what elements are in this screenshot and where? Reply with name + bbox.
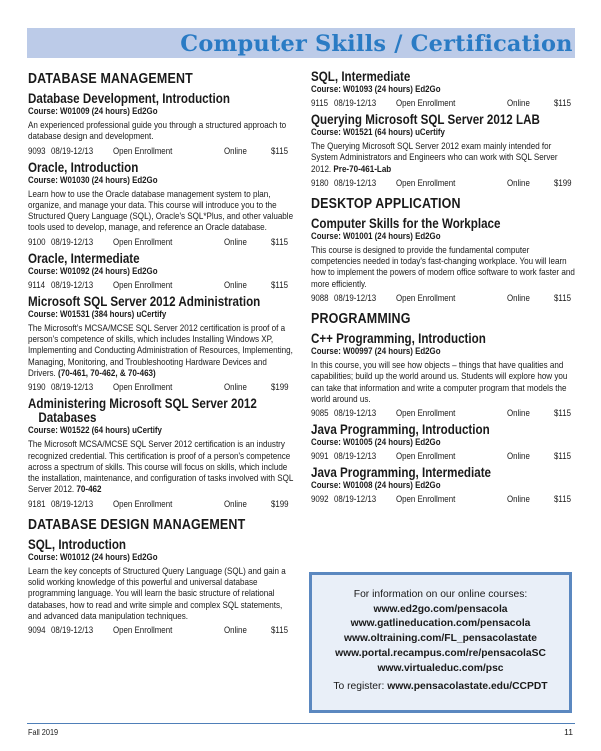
course-dates: 08/19-12/13 [334, 98, 377, 108]
course-price: $115 [554, 408, 571, 419]
course-dates: 08/19-12/13 [51, 279, 94, 290]
course-section-id: 9180 [311, 177, 329, 188]
course-description-text: The Microsoft's MCSA/MCSE SQL Server 2012 certification is proof of a person's competence of skills, which includes Installing Windows XP, Implementing and Conducting Administration of Resources, Implementing, Managing, Monitoring, and Troubleshooting Hardware Devices and Drivers. [28, 321, 293, 378]
footer-divider [27, 723, 575, 724]
course-mode: Online [224, 382, 247, 393]
info-url-link[interactable]: www.virtualeduc.com/psc [377, 662, 504, 674]
course-title: Java Programming, Introduction [311, 422, 490, 438]
course-schedule-row [28, 279, 294, 291]
info-url-link[interactable]: www.portal.recampus.com/re/pensacolaSC [335, 647, 546, 659]
section-title: DATABASE DESIGN MANAGEMENT [28, 516, 246, 533]
course-exam-codes: 70-462 [76, 483, 102, 495]
course-info: Course: W00997 (24 hours) Ed2Go [311, 346, 441, 357]
course-title: Microsoft SQL Server 2012 Administration [28, 293, 261, 309]
section-title: PROGRAMMING [311, 311, 411, 328]
course-mode: Online [224, 145, 247, 156]
course-price: $115 [271, 236, 288, 247]
course-exam-codes: (70-461, 70-462, & 70-463) [58, 366, 156, 378]
course-description [28, 119, 294, 142]
course-mode: Online [224, 625, 247, 636]
right-column [311, 70, 577, 509]
course-mode: Online [507, 451, 530, 462]
register-line [312, 680, 569, 695]
left-column [28, 70, 294, 640]
course-entry [311, 217, 577, 304]
course-section-id: 9114 [28, 279, 45, 290]
course-entry [311, 113, 577, 189]
course-section-id: 9100 [28, 236, 46, 247]
course-mode: Online [507, 494, 530, 505]
course-info: Course: W01093 (24 hours) Ed2Go [311, 84, 441, 94]
course-entry [311, 332, 577, 419]
register-url-link[interactable]: www.pensacolastate.edu/CCPDT [387, 681, 548, 693]
course-title: Oracle, Intermediate [28, 250, 140, 266]
course-price: $115 [554, 494, 571, 505]
course-dates: 08/19-12/13 [334, 494, 377, 505]
course-description [311, 140, 577, 174]
course-description [28, 322, 294, 378]
info-intro: For information on our online courses: [353, 589, 528, 600]
course-entry [28, 397, 294, 509]
course-description-text: In this course, you will see how objects – things that have qualities and capabilities; build up the world around us. Students will explore how you can take that information and write a computer program that models the world around us. [311, 359, 568, 404]
course-description [28, 565, 294, 621]
course-dates: 08/19-12/13 [51, 236, 94, 247]
course-info: Course: W01030 (24 hours) Ed2Go [28, 174, 158, 185]
course-mode: Online [224, 236, 247, 247]
course-enrollment: Open Enrollment [113, 382, 173, 393]
section-title: DATABASE MANAGEMENT [28, 71, 193, 87]
course-enrollment: Open Enrollment [113, 279, 173, 290]
course-enrollment: Open Enrollment [396, 177, 456, 188]
course-title: Computer Skills for the Workplace [311, 215, 501, 231]
course-section-id: 9115 [311, 98, 328, 108]
course-title: Administering Microsoft SQL Server 2012 [28, 396, 257, 412]
course-title: Java Programming, Intermediate [311, 465, 492, 481]
course-enrollment: Open Enrollment [113, 498, 173, 509]
course-info: Course: W01001 (24 hours) Ed2Go [311, 230, 441, 241]
course-description-text: An experienced professional guide you through a structured approach to database design and development. [28, 119, 287, 142]
course-dates: 08/19-12/13 [334, 451, 377, 462]
course-dates: 08/19-12/13 [334, 177, 377, 188]
course-dates: 08/19-12/13 [51, 382, 94, 393]
course-dates: 08/19-12/13 [51, 145, 94, 156]
course-mode: Online [507, 98, 530, 108]
course-info: Course: W01012 (24 hours) Ed2Go [28, 551, 158, 562]
course-price: $115 [271, 279, 288, 290]
register-label: To register: [333, 681, 388, 693]
course-description-text: Learn the key concepts of Structured Query Language (SQL) and gain a solid working knowledge of this powerful and universal database programming language. You will learn the basic structure of relational databases, how to read and write simple and complex SQL statements, and advanced data manipulation techniques. [28, 564, 286, 621]
course-enrollment: Open Enrollment [113, 236, 173, 247]
course-title: C++ Programming, Introduction [311, 331, 486, 347]
course-enrollment: Open Enrollment [396, 451, 456, 462]
course-entry [28, 538, 294, 636]
course-title-continued: Databases [38, 410, 97, 426]
course-info: Course: W01531 (384 hours) uCertify [28, 308, 167, 319]
course-schedule-row [28, 381, 294, 393]
course-schedule-row [311, 450, 577, 462]
course-mode: Online [507, 408, 530, 419]
course-section-id: 9088 [311, 293, 329, 304]
course-info: Course: W01008 (24 hours) Ed2Go [311, 480, 441, 491]
course-info: Course: W01009 (24 hours) Ed2Go [28, 106, 158, 116]
course-title: SQL, Intermediate [311, 69, 411, 84]
course-entry [28, 161, 294, 248]
course-info: Course: W01092 (24 hours) Ed2Go [28, 265, 158, 276]
header-banner [27, 28, 575, 58]
course-schedule-row [311, 292, 577, 304]
course-description-text: This course is designed to provide the fundamental computer competencies needed in today's fast-changing workplace. You will learn how to implement the powers of modern office software to work faster and more efficiently. [311, 243, 575, 289]
course-mode: Online [224, 498, 247, 509]
course-info: Course: W01522 (64 hours) uCertify [28, 425, 162, 436]
course-mode: Online [507, 293, 530, 304]
course-schedule-row [28, 498, 294, 510]
course-enrollment: Open Enrollment [396, 293, 456, 304]
course-price: $115 [271, 145, 288, 156]
course-enrollment: Open Enrollment [396, 408, 456, 419]
course-dates: 08/19-12/13 [51, 498, 94, 509]
info-url-link[interactable]: www.gatlineducation.com/pensacola [350, 618, 531, 630]
course-schedule-row [28, 236, 294, 248]
course-info: Course: W01521 (64 hours) uCertify [311, 127, 445, 137]
course-mode: Online [507, 177, 530, 188]
info-url-link[interactable]: www.oltraining.com/FL_pensacolastate [343, 633, 537, 645]
course-schedule-row [311, 177, 577, 189]
course-price: $199 [271, 498, 289, 509]
course-schedule-row [311, 97, 577, 109]
course-price: $115 [554, 293, 571, 304]
page-title: Computer Skills / Certification [180, 31, 573, 57]
course-price: $115 [554, 451, 571, 462]
course-enrollment: Open Enrollment [113, 625, 173, 636]
course-section-id: 9190 [28, 382, 46, 393]
course-title: Oracle, Introduction [28, 159, 139, 175]
course-price: $199 [271, 382, 289, 393]
page-number: 11 [564, 727, 573, 737]
course-price: $199 [554, 177, 572, 188]
info-url-link[interactable]: www.ed2go.com/pensacola [373, 603, 508, 615]
course-entry [311, 423, 577, 462]
course-description [28, 438, 294, 494]
course-section-id: 9092 [311, 494, 329, 505]
course-price: $115 [271, 625, 288, 636]
course-section-id: 9085 [311, 408, 329, 419]
course-title: Querying Microsoft SQL Server 2012 LAB [311, 112, 540, 127]
online-courses-info-box [309, 572, 572, 713]
course-description [28, 188, 294, 233]
course-info: Course: W01005 (24 hours) Ed2Go [311, 437, 441, 448]
course-dates: 08/19-12/13 [334, 408, 377, 419]
course-entry [311, 70, 577, 109]
course-section-id: 9094 [28, 625, 46, 636]
course-entry [28, 252, 294, 291]
course-entry [311, 466, 577, 505]
course-price: $115 [554, 98, 571, 108]
course-description-text: The Microsoft MCSA/MCSE SQL Server 2012 certification is an industry recognized credential. This certification is proof of a person's competence across a spectrum of skills. This course will focus on skills, which include the installation, maintenance, and configuration of tasks involved with SQL Server 2012. [28, 438, 294, 495]
course-dates: 08/19-12/13 [51, 625, 94, 636]
section-title: DESKTOP APPLICATION [311, 195, 461, 212]
course-schedule-row [311, 493, 577, 505]
course-title: SQL, Introduction [28, 536, 127, 552]
course-enrollment: Open Enrollment [113, 145, 173, 156]
course-section-id: 9093 [28, 145, 46, 156]
course-dates: 08/19-12/13 [334, 293, 377, 304]
course-schedule-row [28, 145, 294, 157]
course-entry [28, 295, 294, 393]
course-schedule-row [28, 624, 294, 636]
footer-season: Fall 2019 [28, 727, 59, 737]
course-mode: Online [224, 279, 247, 290]
course-title: Database Development, Introduction [28, 91, 230, 106]
course-entry [28, 92, 294, 157]
course-description [311, 359, 577, 404]
course-enrollment: Open Enrollment [396, 494, 456, 505]
course-section-id: 9091 [311, 451, 329, 462]
course-description-text: The Querying Microsoft SQL Server 2012 exam mainly intended for System Administrators and Engineers who can work with SQL Server 2012. [311, 140, 558, 174]
course-enrollment: Open Enrollment [396, 98, 456, 108]
course-schedule-row [311, 407, 577, 419]
course-description-text: Learn how to use the Oracle database management system to plan, organize, and manage your data. This course will introduce you to the Structured Query Language (SQL), Oracle's SQL*Plus, and other valuable tools used to develop, manage, and reference an Oracle database. [28, 187, 294, 233]
course-exam-codes: Pre-70-461-Lab [333, 162, 392, 174]
course-section-id: 9181 [28, 498, 46, 509]
course-description [311, 244, 577, 289]
